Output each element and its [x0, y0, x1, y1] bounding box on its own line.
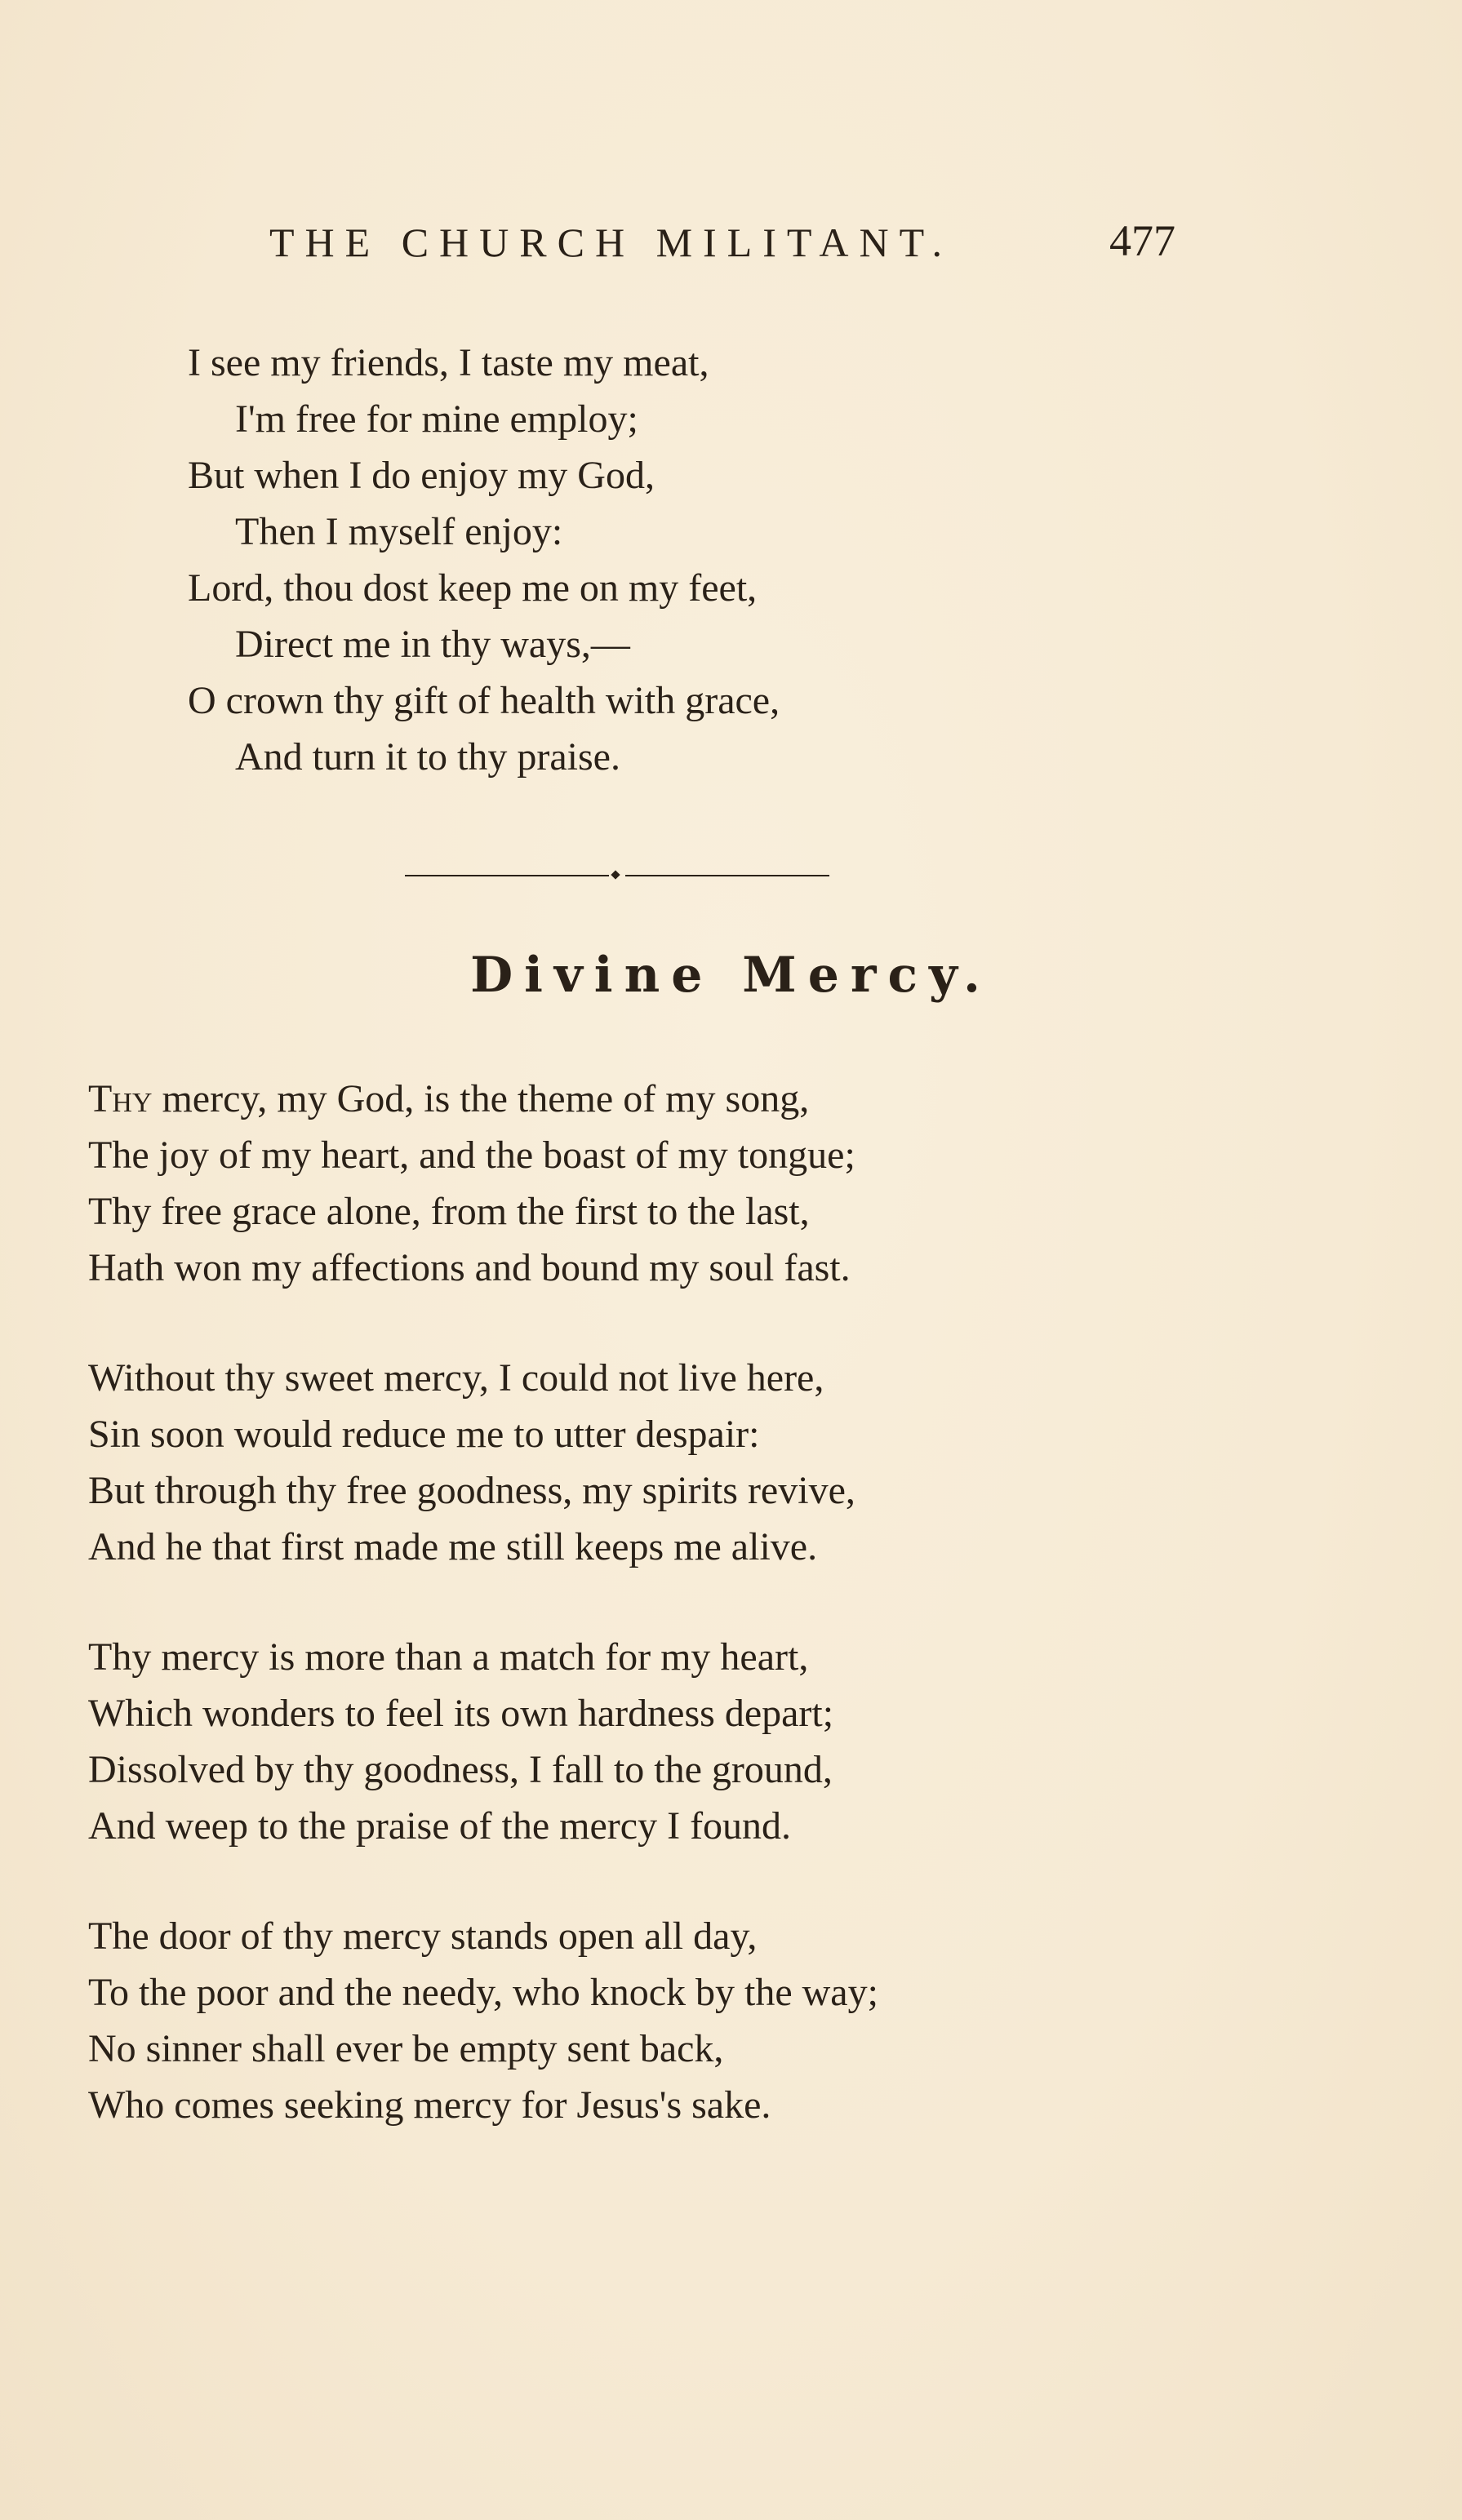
verse-line: Lord, thou dost keep me on my feet, [188, 566, 758, 610]
continued-stanza [188, 335, 1167, 785]
verse-line: Which wonders to feel its own hardness depart; [88, 1692, 834, 1735]
stanza-4 [88, 1908, 1190, 2133]
verse-line: Without thy sweet mercy, I could not live here, [88, 1356, 824, 1400]
verse-line: Direct me in thy ways,— [235, 623, 630, 666]
page-number: 477 [1109, 216, 1175, 265]
verse-line: But when I do enjoy my God, [188, 454, 655, 497]
verse-line: And weep to the praise of the mercy I found. [88, 1804, 792, 1848]
poem-title: Divine Mercy. [470, 947, 992, 1004]
verse-line-first [88, 1071, 1190, 1127]
divider-diamond-icon [611, 870, 620, 879]
verse-line: Dissolved by thy goodness, I fall to the ground, [88, 1748, 833, 1791]
verse-line: I'm free for mine employ; [235, 397, 638, 441]
verse-line: Who comes seeking mercy for Jesus's sake. [88, 2083, 771, 2127]
verse-line: I see my friends, I taste my meat, [188, 341, 709, 384]
verse-line: O crown thy gift of health with grace, [188, 679, 780, 722]
section-divider [405, 872, 829, 880]
divider-rule-right [625, 875, 829, 876]
first-line-rest: mercy, my God, is the theme of my song, [152, 1077, 810, 1120]
verse-line: Hath won my affections and bound my soul fast. [88, 1246, 851, 1289]
verse-line: Thy mercy is more than a match for my heart, [88, 1635, 809, 1679]
drop-word: Thy [88, 1077, 153, 1120]
stanza-2 [88, 1350, 1190, 1575]
poem-body [88, 1071, 1190, 2187]
verse-line: Thy free grace alone, from the first to the last, [88, 1190, 810, 1233]
verse-line: The door of thy mercy stands open all day, [88, 1914, 758, 1958]
verse-line: No sinner shall ever be empty sent back, [88, 2027, 724, 2070]
verse-line: The joy of my heart, and the boast of my tongue; [88, 1134, 855, 1177]
stanza-3 [88, 1629, 1190, 1854]
verse-line: But through thy free goodness, my spirits revive, [88, 1469, 855, 1512]
running-head [269, 216, 1175, 276]
stanza-1 [88, 1071, 1190, 1296]
verse-line: Then I myself enjoy: [235, 510, 563, 553]
verse-line: To the poor and the needy, who knock by the way; [88, 1971, 878, 2014]
verse-line: And he that first made me still keeps me alive. [88, 1525, 818, 1568]
running-title: THE CHURCH MILITANT. [269, 220, 953, 265]
verse-line: Sin soon would reduce me to utter despair: [88, 1413, 760, 1456]
divider-rule-left [405, 875, 609, 876]
verse-line: And turn it to thy praise. [235, 735, 620, 779]
